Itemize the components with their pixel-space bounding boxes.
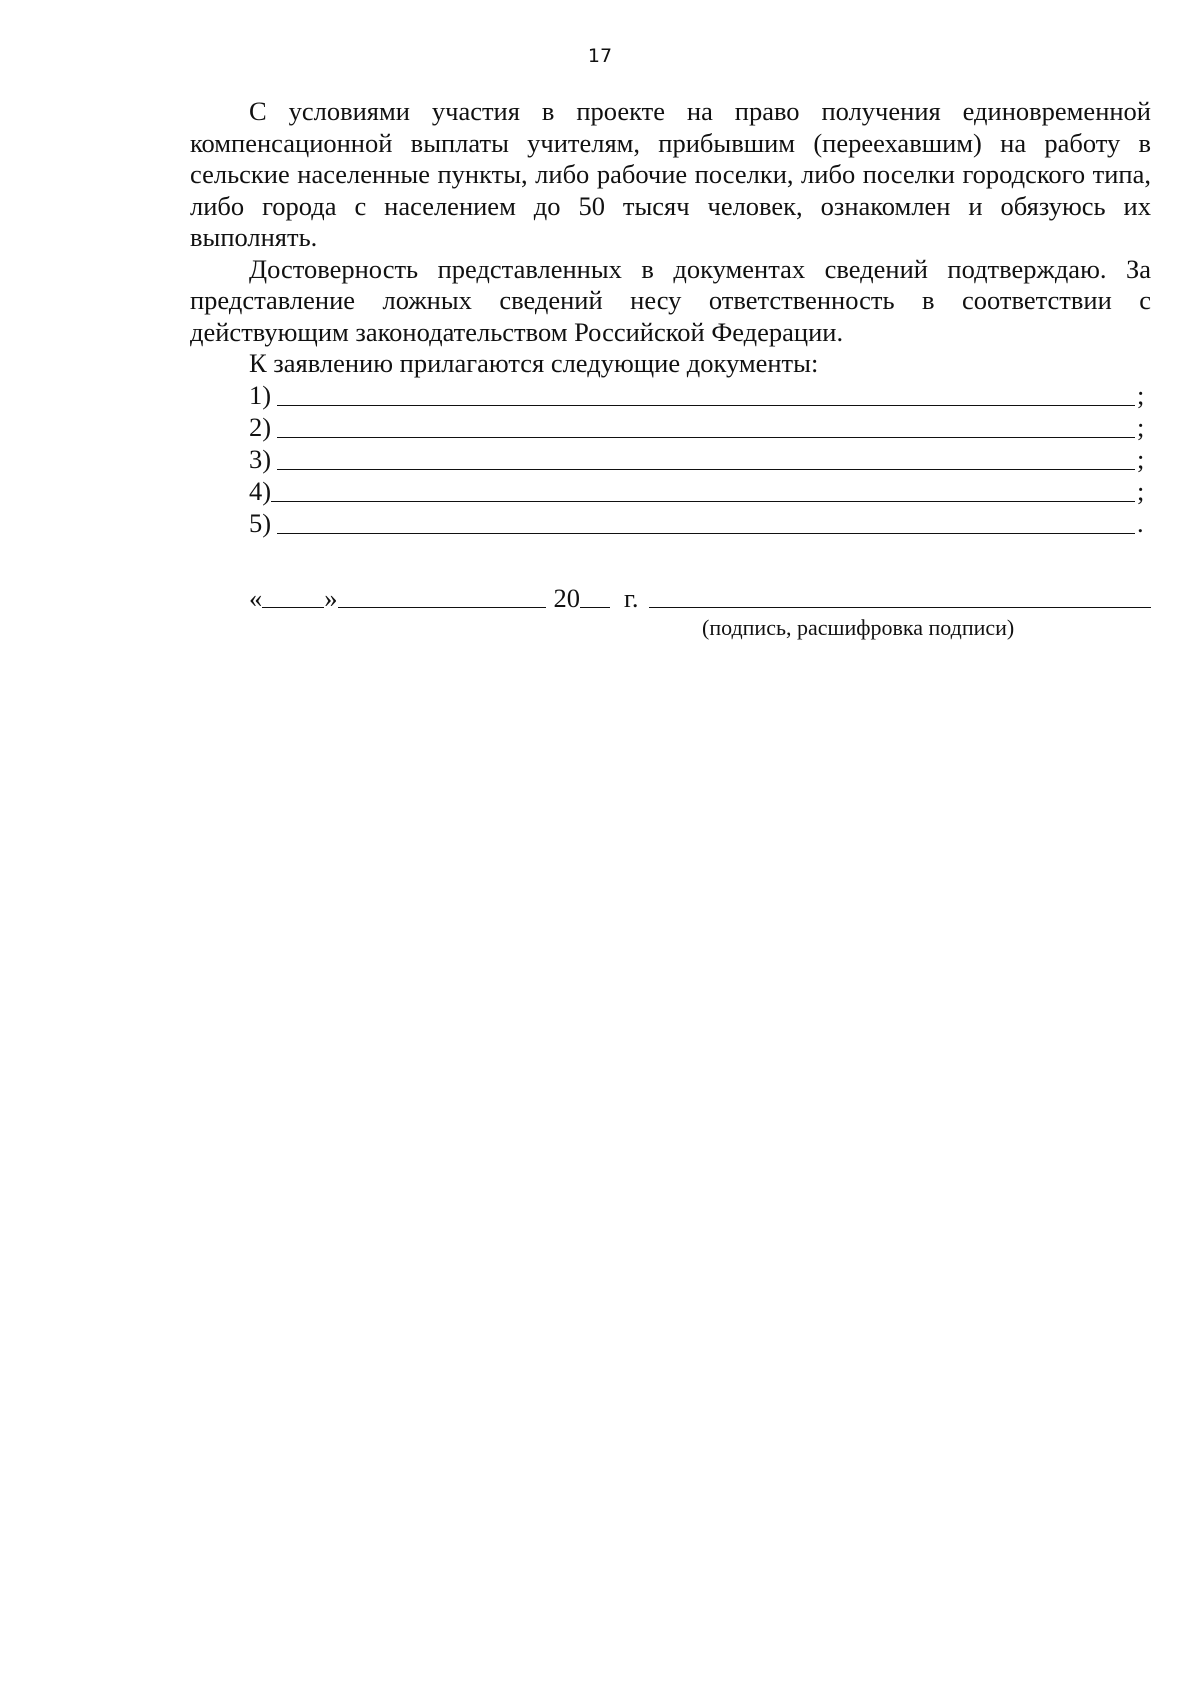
attachment-number: 1) xyxy=(249,380,272,410)
year-suffix: г. xyxy=(624,582,639,613)
attachment-row-4 xyxy=(190,476,1151,508)
attachment-punctuation: . xyxy=(1137,508,1144,538)
attachments-list xyxy=(190,380,1151,540)
attachment-row-5 xyxy=(190,508,1151,540)
month-blank[interactable] xyxy=(338,606,546,608)
document-body xyxy=(190,96,1151,540)
attachments-intro: К заявлению прилагаются следующие документы: xyxy=(249,348,819,378)
signature-blank[interactable] xyxy=(649,606,1151,608)
attachment-number: 4) xyxy=(249,476,272,506)
attachment-punctuation: ; xyxy=(1137,412,1145,442)
year-prefix: 20 xyxy=(553,582,580,613)
attachment-blank-line[interactable] xyxy=(271,500,1135,502)
attachment-blank-line[interactable] xyxy=(277,404,1135,406)
attachment-punctuation: ; xyxy=(1137,380,1145,410)
attachment-number: 3) xyxy=(249,444,272,474)
day-blank[interactable] xyxy=(262,606,324,608)
attachment-blank-line[interactable] xyxy=(277,468,1135,470)
attachment-punctuation: ; xyxy=(1137,476,1145,506)
year-blank[interactable] xyxy=(580,606,610,608)
date-open-quote: « xyxy=(249,582,263,613)
attachment-punctuation: ; xyxy=(1137,444,1145,474)
attachment-blank-line[interactable] xyxy=(277,532,1135,534)
date-close-quote: » xyxy=(324,582,338,613)
attachment-row-2 xyxy=(190,412,1151,444)
date-signature-row xyxy=(249,580,1151,614)
signature-caption: (подпись, расшифровка подписи) xyxy=(702,615,1015,640)
attachment-number: 5) xyxy=(249,508,272,538)
reliability-paragraph: Достоверность представленных в документах сведений подтверждаю. За представление ложных сведений несу ответственность в соответствии с действующим законодательством Российской Федерации. xyxy=(190,253,1151,347)
attachment-blank-line[interactable] xyxy=(277,436,1135,438)
attachment-row-3 xyxy=(190,444,1151,476)
page-number: 17 xyxy=(587,45,613,67)
conditions-paragraph: С условиями участия в проекте на право получения единовременной компенсационной выплаты учителям, прибывшим (переехавшим) на работу в сельские населенные пункты, либо рабочие поселки, либо поселки городского типа, либо города с населением до 50 тысяч человек, ознакомлен и обязуюсь их выполнять. xyxy=(190,96,1151,252)
attachment-number: 2) xyxy=(249,412,272,442)
attachment-row-1 xyxy=(190,380,1151,412)
